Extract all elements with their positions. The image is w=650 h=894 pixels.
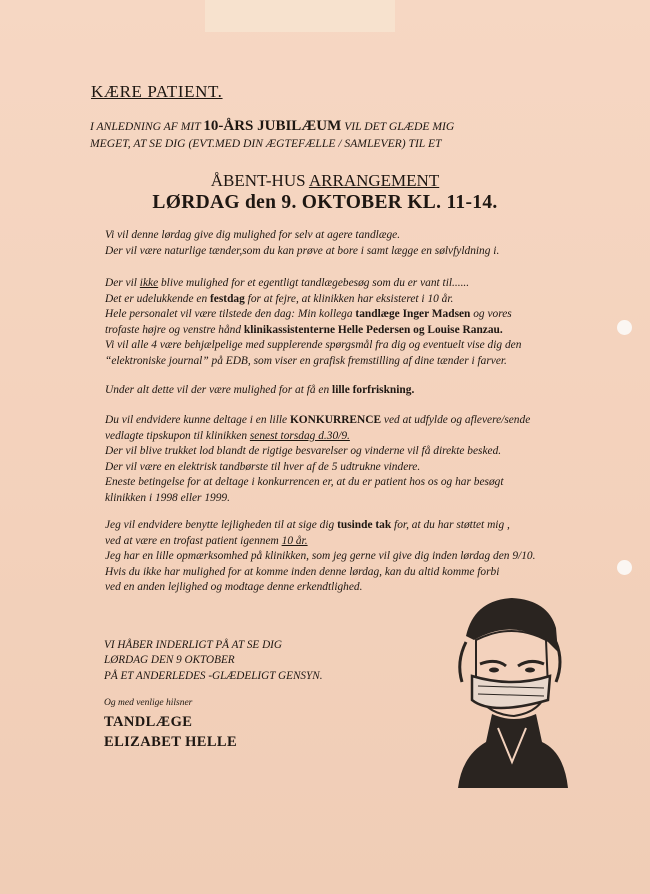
text-line: Der vil blive trukket lod blandt de rigtige besvarelser og vinderne vil få direkte besked. [105, 445, 502, 458]
signature-name: ELIZABET HELLE [104, 734, 238, 750]
event-word-underlined: ARRANGEMENT [308, 171, 440, 190]
text-line: Vi vil alle 4 være behjælpelige med supplerende spørgsmål fra dig og eventuelt vise dig den [105, 339, 522, 352]
text-line: LØRDAG DEN 9 OKTOBER [104, 654, 235, 667]
signature-title: TANDLÆGE [104, 714, 193, 730]
text-line: Eneste betingelse for at deltage i konkurrencen er, at du er patient hos os og har besøgt [105, 476, 504, 489]
text-line: Der vil være naturlige tænder,som du kan prøve at bore i samt lægge en sølvfyldning i. [105, 244, 500, 257]
underlined-text: 10 år. [281, 534, 308, 547]
bold-text: lille forfriskning. [332, 384, 415, 396]
event-title [0, 171, 650, 191]
text-line: Der vil ikke blive mulighed for et egentligt tandlægebesøg som du er vant til...... [105, 277, 470, 289]
intro-text: I ANLEDNING AF MIT [90, 120, 204, 133]
text-line: Hele personalet vil være tilstede den dag: Min kollega tandlæge Inger Madsen og vores [105, 308, 512, 321]
punch-hole [617, 560, 632, 575]
underlined-text: ikke [139, 277, 159, 289]
greeting: Og med venlige hilsner [104, 698, 193, 708]
letter-heading: KÆRE PATIENT. [91, 82, 223, 101]
text-line: Jeg vil endvidere benytte lejligheden til at sige dig tusinde tak for, at du har støttet mig , [105, 519, 510, 531]
paragraph-staff [105, 276, 521, 370]
text-line: Det er udelukkende en festdag for at fejre, at klinikken har eksisteret i 10 år. [105, 292, 454, 305]
paragraph-refreshment [105, 383, 414, 399]
text-line: trofaste højre og venstre hånd klinikassistenterne Helle Pedersen og Louise Ranzau. [105, 323, 503, 336]
text-line: VI HÅBER INDERLIGT PÅ AT SE DIG [104, 639, 282, 651]
paragraph-competition [105, 413, 530, 507]
punch-hole [617, 320, 632, 335]
bold-text: tandlæge Inger Madsen [355, 308, 471, 321]
text-line: Du vil endvidere kunne deltage i en lille KONKURRENCE ved at udfylde og aflevere/sende [105, 414, 531, 426]
text-line: Under alt dette vil der være mulighed for at få en lille forfriskning. [105, 384, 415, 396]
intro-line-2: MEGET, AT SE DIG (EVT.MED DIN ÆGTEFÆLLE / SAMLEVER) TIL ET [90, 137, 442, 150]
intro-paragraph [90, 118, 454, 152]
masked-dentist-illustration [452, 592, 568, 788]
paragraph-activity [105, 228, 499, 259]
underlined-text: senest torsdag d.30/9. [249, 429, 350, 442]
bold-text: festdag [210, 292, 245, 305]
text-line: PÅ ET ANDERLEDES -GLÆDELIGT GENSYN. [104, 669, 323, 682]
event-date: LØRDAG den 9. OKTOBER KL. 11-14. [152, 192, 498, 213]
bold-text: tusinde tak [337, 519, 392, 531]
paragraph-thanks [105, 518, 535, 596]
bold-text: klinikassistenterne Helle Pedersen og Louise Ranzau. [243, 323, 503, 336]
text-line: ved at være en trofast patient igennem 10 år. [105, 534, 308, 547]
closing-block [104, 638, 323, 684]
text-line: Hvis du ikke har mulighed for at komme inden denne lørdag, kan du altid komme forbi [105, 565, 500, 578]
text-line: Vi vil denne lørdag give dig mulighed for selv at agere tandlæge. [105, 229, 401, 241]
text-line: vedlagte tipskupon til klinikken senest torsdag d.30/9. [105, 429, 350, 442]
text-line: Jeg har en lille opmærksomhed på klinikken, som jeg gerne vil give dig inden lørdag den 9/10. [105, 550, 536, 563]
bold-text: KONKURRENCE [289, 414, 382, 426]
event-word: ÅBENT-HUS [210, 171, 306, 190]
signature [104, 712, 237, 752]
intro-line-1 [90, 118, 454, 135]
text-line: ved en anden lejlighed og modtage denne erkendtlighed. [105, 581, 363, 594]
text-line: klinikken i 1998 eller 1999. [105, 491, 230, 504]
intro-text: VIL DET GLÆDE MIG [341, 120, 455, 133]
text-line: Der vil være en elektrisk tandbørste til hver af de 5 udtrukne vindere. [105, 460, 421, 473]
text-line: “elektroniske journal” på EDB, som viser en grafisk fremstilling af dine tænder i farver. [105, 354, 507, 367]
jubilee-label: 10-ÅRS JUBILÆUM [203, 118, 342, 134]
tape-strip [205, 0, 395, 32]
